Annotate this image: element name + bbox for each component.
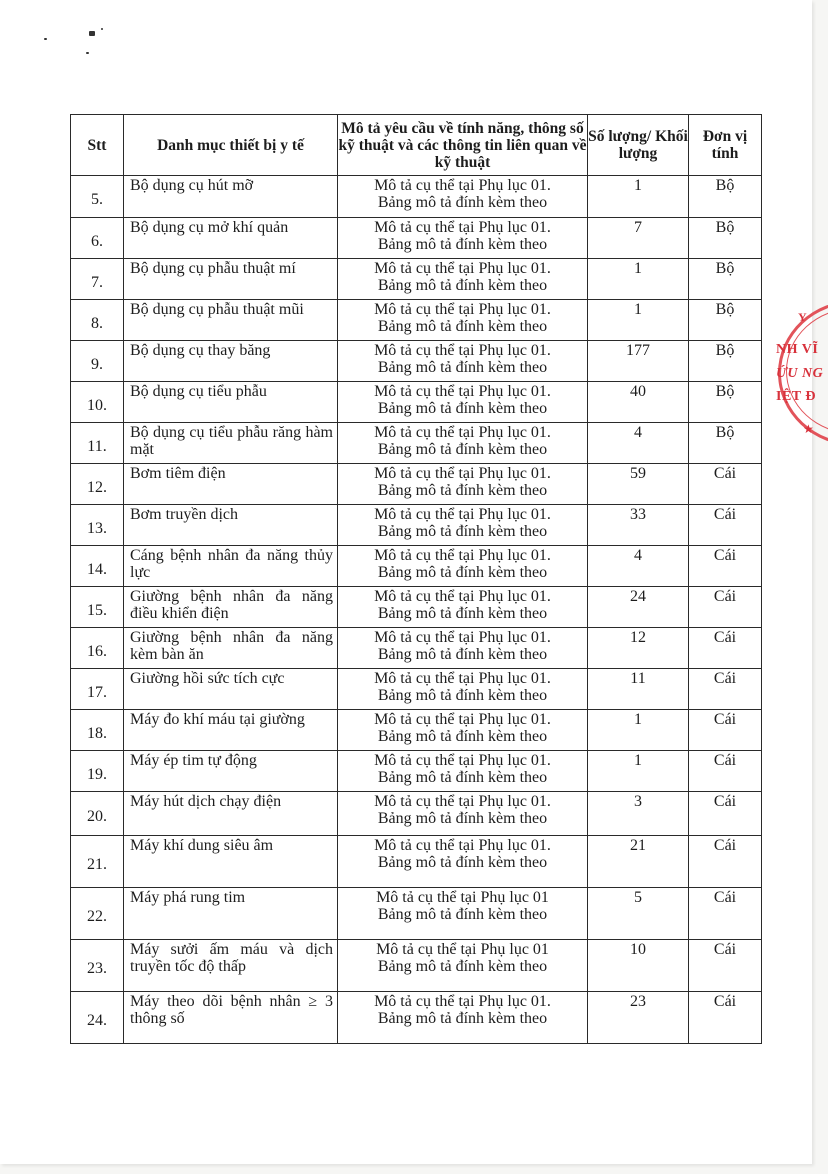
row-description-line1: Mô tả cụ thể tại Phụ lục 01 (376, 889, 549, 906)
row-unit: Cái (689, 992, 762, 1044)
row-stt: 16. (71, 628, 124, 669)
row-stt: 9. (71, 341, 124, 382)
row-description-line2: Bảng mô tả đính kèm theo (377, 769, 548, 786)
row-stt: 10. (71, 382, 124, 423)
row-description (338, 940, 588, 992)
row-device-name: Máy khí dung siêu âm (124, 836, 338, 888)
row-unit: Bộ (689, 300, 762, 341)
table-row (71, 176, 762, 218)
row-device-name: Giường bệnh nhân đa năng kèm bàn ăn (124, 628, 338, 669)
row-unit: Cái (689, 888, 762, 940)
row-stt: 24. (71, 992, 124, 1044)
scan-speck (89, 31, 95, 36)
row-quantity: 12 (588, 628, 689, 669)
table-row (71, 341, 762, 382)
stamp-text-line: NH VĨ (776, 342, 819, 357)
scan-speck (86, 52, 89, 54)
table-row (71, 751, 762, 792)
row-quantity: 4 (588, 423, 689, 464)
row-description-line1: Mô tả cụ thể tại Phụ lục 01. (374, 837, 551, 854)
row-description-line1: Mô tả cụ thể tại Phụ lục 01. (374, 506, 551, 523)
table-row (71, 628, 762, 669)
row-device-name: Giường bệnh nhân đa năng điều khiển điện (124, 587, 338, 628)
row-device-name: Máy đo khí máu tại giường (124, 710, 338, 751)
row-quantity: 11 (588, 669, 689, 710)
row-stt: 18. (71, 710, 124, 751)
table-row (71, 382, 762, 423)
star-icon: ★ (803, 422, 814, 436)
row-description-line1: Mô tả cụ thể tại Phụ lục 01. (374, 629, 551, 646)
row-unit: Cái (689, 710, 762, 751)
row-description-line2: Bảng mô tả đính kèm theo (377, 958, 548, 975)
row-stt: 15. (71, 587, 124, 628)
row-description-line1: Mô tả cụ thể tại Phụ lục 01. (374, 547, 551, 564)
row-stt: 7. (71, 259, 124, 300)
row-unit: Cái (689, 464, 762, 505)
row-description-line2: Bảng mô tả đính kèm theo (377, 277, 548, 294)
row-quantity: 1 (588, 176, 689, 218)
row-description-line2: Bảng mô tả đính kèm theo (377, 854, 548, 871)
row-stt: 13. (71, 505, 124, 546)
row-description (338, 836, 588, 888)
row-description-line2: Bảng mô tả đính kèm theo (377, 441, 548, 458)
table-row (71, 259, 762, 300)
row-device-name: Máy phá rung tim (124, 888, 338, 940)
row-unit: Cái (689, 505, 762, 546)
row-device-name: Bơm truyền dịch (124, 505, 338, 546)
table-row (71, 792, 762, 836)
row-description (338, 259, 588, 300)
header-qty: Số lượng/ Khối lượng (588, 115, 689, 176)
row-description (338, 888, 588, 940)
row-description-line2: Bảng mô tả đính kèm theo (377, 359, 548, 376)
table-row (71, 940, 762, 992)
row-description (338, 751, 588, 792)
row-description-line2: Bảng mô tả đính kèm theo (377, 564, 548, 581)
table-row (71, 587, 762, 628)
row-quantity: 21 (588, 836, 689, 888)
stamp-text-line: ỨU NG (776, 366, 824, 381)
row-stt: 12. (71, 464, 124, 505)
row-device-name: Bộ dụng cụ tiểu phẫu răng hàm mặt (124, 423, 338, 464)
row-description-line1: Mô tả cụ thể tại Phụ lục 01. (374, 260, 551, 277)
row-device-name: Bộ dụng cụ phẫu thuật mũi (124, 300, 338, 341)
header-unit: Đơn vị tính (689, 115, 762, 176)
row-stt: 21. (71, 836, 124, 888)
row-description-line1: Mô tả cụ thể tại Phụ lục 01 (376, 941, 549, 958)
table-row (71, 888, 762, 940)
table-row (71, 464, 762, 505)
row-quantity: 7 (588, 218, 689, 259)
row-description-line2: Bảng mô tả đính kèm theo (377, 482, 548, 499)
row-quantity: 1 (588, 259, 689, 300)
row-unit: Cái (689, 587, 762, 628)
row-unit: Bộ (689, 423, 762, 464)
table-row (71, 710, 762, 751)
row-unit: Bộ (689, 341, 762, 382)
row-device-name: Bộ dụng cụ thay băng (124, 341, 338, 382)
row-description-line2: Bảng mô tả đính kèm theo (377, 1010, 548, 1027)
row-quantity: 33 (588, 505, 689, 546)
row-device-name: Giường hồi sức tích cực (124, 669, 338, 710)
table-header-row (71, 115, 762, 176)
row-unit: Cái (689, 546, 762, 587)
row-device-name: Máy hút dịch chạy điện (124, 792, 338, 836)
row-stt: 19. (71, 751, 124, 792)
row-device-name: Máy sưởi ấm máu và dịch truyền tốc độ thấp (124, 940, 338, 992)
row-unit: Cái (689, 940, 762, 992)
row-description (338, 341, 588, 382)
row-unit: Cái (689, 669, 762, 710)
scan-speck (44, 38, 47, 40)
row-stt: 22. (71, 888, 124, 940)
row-quantity: 177 (588, 341, 689, 382)
row-description-line1: Mô tả cụ thể tại Phụ lục 01. (374, 301, 551, 318)
row-description-line2: Bảng mô tả đính kèm theo (377, 236, 548, 253)
table-row (71, 992, 762, 1044)
row-device-name: Bộ dụng cụ hút mỡ (124, 176, 338, 218)
header-name: Danh mục thiết bị y tế (124, 115, 338, 176)
row-quantity: 1 (588, 710, 689, 751)
row-quantity: 5 (588, 888, 689, 940)
row-description (338, 710, 588, 751)
row-description-line2: Bảng mô tả đính kèm theo (377, 728, 548, 745)
row-description-line1: Mô tả cụ thể tại Phụ lục 01. (374, 342, 551, 359)
row-description (338, 218, 588, 259)
row-quantity: 23 (588, 992, 689, 1044)
row-description (338, 423, 588, 464)
stamp-text-line: IỆT Đ (776, 389, 816, 404)
row-description (338, 992, 588, 1044)
row-description (338, 669, 588, 710)
row-description (338, 587, 588, 628)
row-description (338, 628, 588, 669)
row-stt: 11. (71, 423, 124, 464)
row-description-line2: Bảng mô tả đính kèm theo (377, 318, 548, 335)
row-quantity: 24 (588, 587, 689, 628)
row-description (338, 176, 588, 218)
header-desc: Mô tả yêu cầu về tính năng, thông số kỹ thuật và các thông tin liên quan về kỹ thuật (338, 115, 588, 176)
table-row (71, 505, 762, 546)
row-description-line1: Mô tả cụ thể tại Phụ lục 01. (374, 177, 551, 194)
row-description-line1: Mô tả cụ thể tại Phụ lục 01. (374, 993, 551, 1010)
row-description-line2: Bảng mô tả đính kèm theo (377, 687, 548, 704)
row-device-name: Bộ dụng cụ phẫu thuật mí (124, 259, 338, 300)
row-quantity: 1 (588, 300, 689, 341)
row-device-name: Máy theo dõi bệnh nhân ≥ 3 thông số (124, 992, 338, 1044)
row-quantity: 3 (588, 792, 689, 836)
row-stt: 20. (71, 792, 124, 836)
row-stt: 23. (71, 940, 124, 992)
row-description-line1: Mô tả cụ thể tại Phụ lục 01. (374, 752, 551, 769)
row-description-line1: Mô tả cụ thể tại Phụ lục 01. (374, 424, 551, 441)
row-description (338, 505, 588, 546)
stamp-top-mark: Y (798, 310, 807, 324)
row-description (338, 464, 588, 505)
row-unit: Bộ (689, 259, 762, 300)
row-device-name: Bơm tiêm điện (124, 464, 338, 505)
row-quantity: 59 (588, 464, 689, 505)
row-description-line1: Mô tả cụ thể tại Phụ lục 01. (374, 588, 551, 605)
row-description-line1: Mô tả cụ thể tại Phụ lục 01. (374, 670, 551, 687)
row-device-name: Bộ dụng cụ mở khí quản (124, 218, 338, 259)
row-device-name: Cáng bệnh nhân đa năng thủy lực (124, 546, 338, 587)
table-row (71, 423, 762, 464)
row-device-name: Máy ép tim tự động (124, 751, 338, 792)
row-unit: Bộ (689, 176, 762, 218)
row-description (338, 792, 588, 836)
scan-speck (101, 28, 103, 30)
row-unit: Cái (689, 836, 762, 888)
row-description (338, 300, 588, 341)
row-description-line1: Mô tả cụ thể tại Phụ lục 01. (374, 465, 551, 482)
row-unit: Cái (689, 751, 762, 792)
row-description (338, 382, 588, 423)
row-unit: Bộ (689, 382, 762, 423)
row-quantity: 40 (588, 382, 689, 423)
red-stamp (770, 292, 828, 452)
row-description-line2: Bảng mô tả đính kèm theo (377, 605, 548, 622)
row-description-line2: Bảng mô tả đính kèm theo (377, 194, 548, 211)
row-unit: Bộ (689, 218, 762, 259)
row-unit: Cái (689, 628, 762, 669)
row-device-name: Bộ dụng cụ tiểu phẫu (124, 382, 338, 423)
table-row (71, 218, 762, 259)
table-row (71, 669, 762, 710)
header-stt: Stt (71, 115, 124, 176)
row-description-line2: Bảng mô tả đính kèm theo (377, 906, 548, 923)
row-description-line1: Mô tả cụ thể tại Phụ lục 01. (374, 711, 551, 728)
table-row (71, 836, 762, 888)
table-body (71, 176, 762, 1044)
table-row (71, 546, 762, 587)
row-description-line2: Bảng mô tả đính kèm theo (377, 400, 548, 417)
row-quantity: 10 (588, 940, 689, 992)
row-quantity: 1 (588, 751, 689, 792)
row-quantity: 4 (588, 546, 689, 587)
equipment-table (70, 114, 762, 1044)
row-unit: Cái (689, 792, 762, 836)
row-description-line1: Mô tả cụ thể tại Phụ lục 01. (374, 383, 551, 400)
row-description-line2: Bảng mô tả đính kèm theo (377, 810, 548, 827)
table-row (71, 300, 762, 341)
row-description-line2: Bảng mô tả đính kèm theo (377, 523, 548, 540)
row-stt: 6. (71, 218, 124, 259)
row-stt: 8. (71, 300, 124, 341)
row-description-line1: Mô tả cụ thể tại Phụ lục 01. (374, 219, 551, 236)
row-stt: 14. (71, 546, 124, 587)
row-description-line2: Bảng mô tả đính kèm theo (377, 646, 548, 663)
row-description-line1: Mô tả cụ thể tại Phụ lục 01. (374, 793, 551, 810)
row-stt: 17. (71, 669, 124, 710)
row-stt: 5. (71, 176, 124, 218)
row-description (338, 546, 588, 587)
